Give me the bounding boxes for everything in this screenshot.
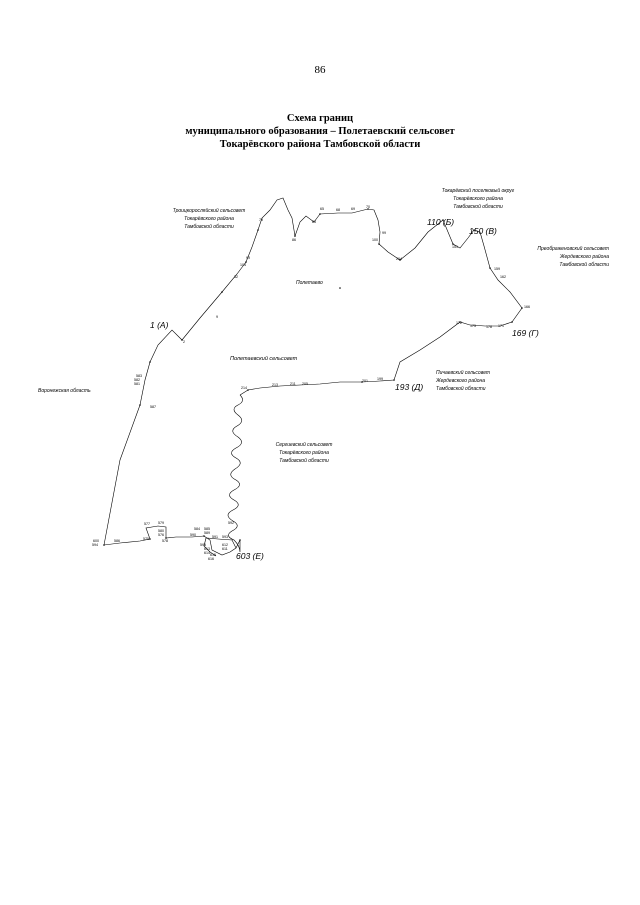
svg-text:615: 615 (210, 553, 216, 557)
neighbor-sergievsky (276, 441, 333, 464)
svg-text:584: 584 (194, 527, 200, 531)
svg-text:Преображеновский сельсовет: Преображеновский сельсовет (537, 246, 609, 252)
corner-point-g: 169 (Г) (512, 328, 539, 338)
svg-text:86: 86 (292, 238, 296, 242)
svg-text:587: 587 (150, 405, 156, 409)
svg-text:616: 616 (208, 557, 214, 561)
svg-text:213: 213 (272, 383, 278, 387)
title-line-2: муниципального образования – Полетаевский сельсовет (185, 126, 455, 137)
corner-point-a: 1 (А) (150, 320, 169, 330)
river-boundary (228, 395, 243, 552)
svg-text:178: 178 (486, 325, 492, 329)
svg-text:9: 9 (216, 315, 218, 319)
svg-text:Пичаевский сельсовет: Пичаевский сельсовет (436, 370, 491, 376)
svg-text:592: 592 (228, 521, 234, 525)
svg-text:593: 593 (222, 535, 228, 539)
svg-text:214: 214 (241, 386, 247, 390)
neighbor-voronezh: Воронежская область (38, 388, 91, 394)
svg-text:Тамбовской области: Тамбовской области (453, 204, 503, 210)
svg-text:581: 581 (134, 382, 140, 386)
svg-text:Токарёвского района: Токарёвского района (279, 450, 329, 456)
svg-text:577: 577 (144, 522, 150, 526)
svg-text:575: 575 (143, 537, 149, 541)
neighbor-preobrazhenovsky (537, 245, 609, 268)
svg-text:172: 172 (456, 321, 462, 325)
svg-text:65: 65 (320, 207, 324, 211)
svg-text:613: 613 (204, 547, 210, 551)
svg-text:589: 589 (204, 531, 210, 535)
svg-text:171: 171 (498, 324, 504, 328)
svg-text:201: 201 (362, 379, 368, 383)
svg-text:2: 2 (183, 340, 185, 344)
svg-text:Тамбовской области: Тамбовской области (279, 458, 329, 464)
svg-text:100: 100 (372, 238, 378, 242)
corner-point-e: 603 (Е) (236, 551, 264, 561)
svg-text:578: 578 (162, 539, 168, 543)
corner-point-b: 110 (Б) (427, 217, 455, 227)
corner-point-d: 193 (Д) (395, 382, 424, 392)
svg-text:Сергиевский сельсовет: Сергиевский сельсовет (275, 442, 333, 448)
svg-text:99: 99 (382, 231, 386, 235)
svg-text:211: 211 (290, 382, 296, 386)
page-number: 86 (314, 64, 326, 76)
svg-text:590: 590 (190, 533, 196, 537)
svg-text:595: 595 (200, 543, 206, 547)
svg-text:Тамбовской области: Тамбовской области (436, 386, 486, 392)
svg-text:612: 612 (222, 543, 228, 547)
title-line-3: Токарёвского района Тамбовской области (219, 139, 421, 150)
svg-text:151: 151 (452, 245, 458, 249)
svg-text:Тамбовской области: Тамбовской области (184, 224, 234, 230)
svg-text:70: 70 (366, 205, 370, 209)
svg-text:104: 104 (240, 263, 246, 267)
svg-text:199: 199 (377, 377, 383, 381)
vertex-markers (103, 208, 523, 546)
neighbor-pichaevsky (435, 369, 490, 392)
svg-text:204: 204 (396, 257, 402, 261)
svg-text:83: 83 (312, 220, 316, 224)
svg-text:582: 582 (134, 378, 140, 382)
svg-text:614: 614 (204, 551, 210, 555)
svg-text:166: 166 (524, 305, 530, 309)
svg-text:579: 579 (158, 521, 164, 525)
title-line-1: Схема границ (286, 113, 354, 124)
svg-text:68: 68 (336, 208, 340, 212)
svg-text:583: 583 (136, 374, 142, 378)
svg-text:99: 99 (246, 256, 250, 260)
svg-text:175: 175 (470, 324, 476, 328)
svg-text:585: 585 (204, 527, 210, 531)
svg-text:Троицкоросляйский сельсовет: Троицкоросляйский сельсовет (172, 208, 246, 214)
svg-text:Токарёвского района: Токарёвского района (184, 216, 234, 222)
svg-text:Жердевского района: Жердевского района (436, 378, 486, 384)
svg-text:594: 594 (92, 543, 98, 547)
svg-text:32: 32 (234, 275, 238, 279)
neighbor-troitskoroslyai (173, 207, 246, 230)
svg-text:Жердевского района: Жердевского района (559, 254, 609, 260)
svg-text:591: 591 (212, 535, 218, 539)
south-boundary (104, 526, 236, 556)
svg-text:69: 69 (351, 207, 355, 211)
svg-text:576: 576 (158, 533, 164, 537)
svg-text:611: 611 (222, 547, 228, 551)
svg-text:205: 205 (302, 382, 308, 386)
center-label: Полетаевский сельсовет (230, 356, 298, 362)
svg-text:159: 159 (494, 267, 500, 271)
svg-text:586: 586 (114, 539, 120, 543)
svg-text:Тамбовской области: Тамбовской области (559, 262, 609, 268)
neighbor-tokarevsky-okrug (442, 187, 515, 210)
settlement-label: Полетаево (296, 280, 323, 286)
svg-text:580: 580 (158, 529, 164, 533)
svg-text:Токарёвский поселковый округ: Токарёвский поселковый округ (441, 188, 515, 194)
svg-text:600: 600 (93, 539, 99, 543)
svg-text:79: 79 (259, 218, 263, 222)
svg-text:Токарёвского района: Токарёвского района (453, 196, 503, 202)
svg-text:162: 162 (500, 275, 506, 279)
corner-point-v: 150 (В) (469, 226, 497, 236)
